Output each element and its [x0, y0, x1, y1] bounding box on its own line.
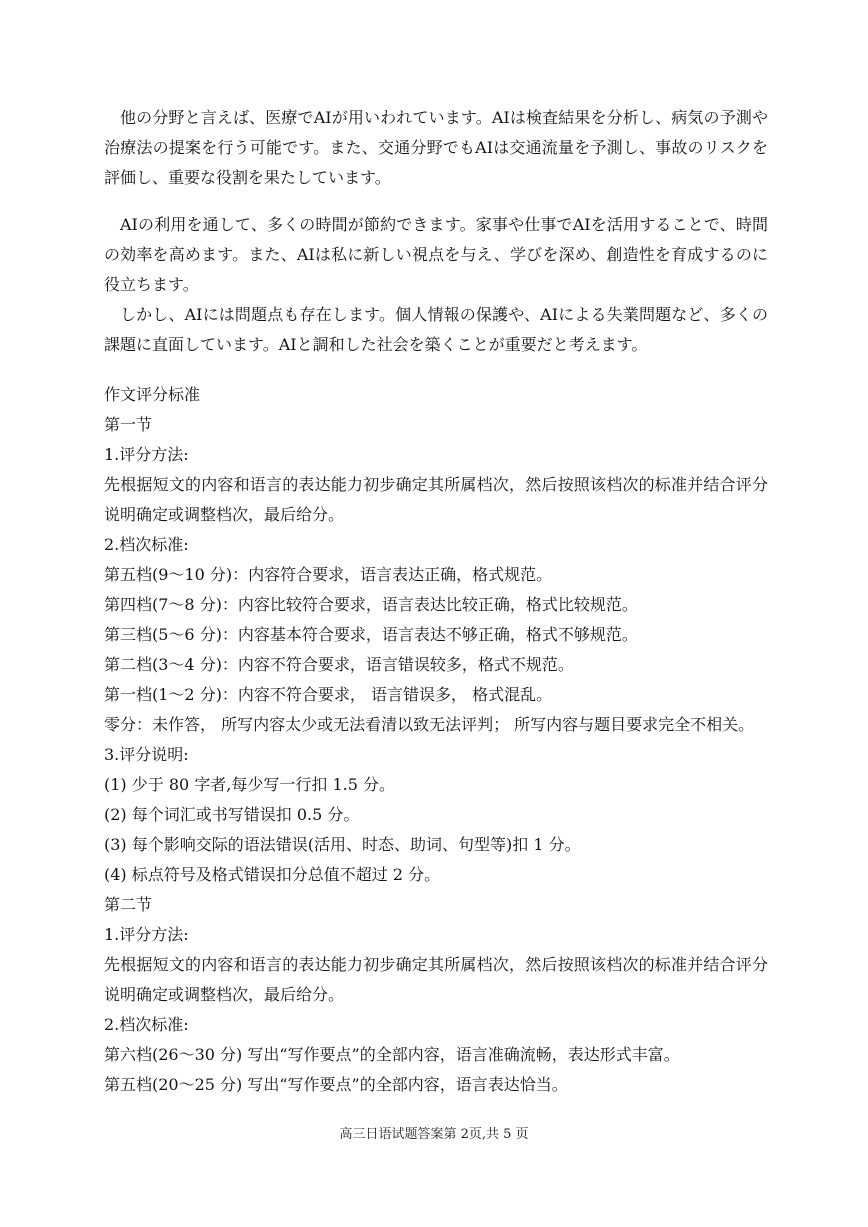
rubric-section	[104, 380, 768, 1100]
rubric-heading: 作文评分标准	[104, 385, 201, 404]
levels-title: 2.档次标准:	[104, 1015, 189, 1034]
essay-paragraph: しかし、AIには問題点も存在します。個人情報の保護や、AIによる失業問題など、多くの課題に直面しています。AIと調和した社会を築くことが重要だと考えます。	[104, 305, 768, 354]
levels-title: 2.档次标准:	[104, 535, 189, 554]
notes-title: 3.评分说明:	[104, 745, 189, 764]
level-item: 第二档(3～4 分)：内容不符合要求，语言错误较多，格式不规范。	[104, 655, 574, 674]
method-title: 1.评分方法:	[104, 445, 189, 464]
level-item: 第一档(1～2 分)：内容不符合要求， 语言错误多， 格式混乱。	[104, 685, 553, 704]
essay-paragraph: AIの利用を通して、多くの時間が節約できます。家事や仕事でAIを活用することで、時間の効率を高めます。また、AIは私に新しい視点を与え、学びを深め、創造性を育成するのに役立ちます。	[104, 215, 768, 294]
page-content	[104, 103, 768, 1100]
method-text: 先根据短文的内容和语言的表达能力初步确定其所属档次，然后按照该档次的标准并结合评分说明确定或调整档次，最后给分。	[104, 955, 768, 1004]
level-item: 零分：未作答， 所写内容太少或无法看清以致无法评判； 所写内容与题目要求完全不相关。	[104, 715, 755, 734]
note-item: (1) 少于 80 字者,每少写一行扣 1.5 分。	[104, 775, 395, 794]
level-item: 第四档(7～8 分)：内容比较符合要求，语言表达比较正确，格式比较规范。	[104, 595, 638, 614]
note-item: (3) 每个影响交际的语法错误(活用、时态、助词、句型等)扣 1 分。	[104, 835, 581, 854]
level-item: 第五档(9～10 分)：内容符合要求，语言表达正确，格式规范。	[104, 565, 553, 584]
section-title: 第一节	[104, 415, 153, 434]
method-text: 先根据短文的内容和语言的表达能力初步确定其所属档次，然后按照该档次的标准并结合评分说明确定或调整档次，最后给分。	[104, 475, 768, 524]
note-item: (4) 标点符号及格式错误扣分总值不超过 2 分。	[104, 865, 441, 884]
page-footer: 高三日语试题答案第 2页,共 5 页	[339, 1127, 529, 1142]
essay-section	[104, 103, 768, 360]
level-item: 第五档(20～25 分) 写出“写作要点”的全部内容，语言表达恰当。	[104, 1075, 568, 1094]
note-item: (2) 每个词汇或书写错误扣 0.5 分。	[104, 805, 360, 824]
essay-paragraph: 他の分野と言えば、医療でAIが用いわれています。AIは検査結果を分析し、病気の予測や治療法の提案を行う可能です。また、交通分野でもAIは交通流量を予測し、事故のリスクを評価し、重要な役割を果たしています。	[104, 108, 768, 187]
method-title: 1.评分方法:	[104, 925, 189, 944]
section-title: 第二节	[104, 895, 153, 914]
section-one	[104, 410, 768, 890]
level-item: 第六档(26～30 分) 写出“写作要点”的全部内容，语言准确流畅，表达形式丰富。	[104, 1045, 680, 1064]
level-item: 第三档(5～6 分)：内容基本符合要求，语言表达不够正确，格式不够规范。	[104, 625, 638, 644]
section-two	[104, 890, 768, 1100]
